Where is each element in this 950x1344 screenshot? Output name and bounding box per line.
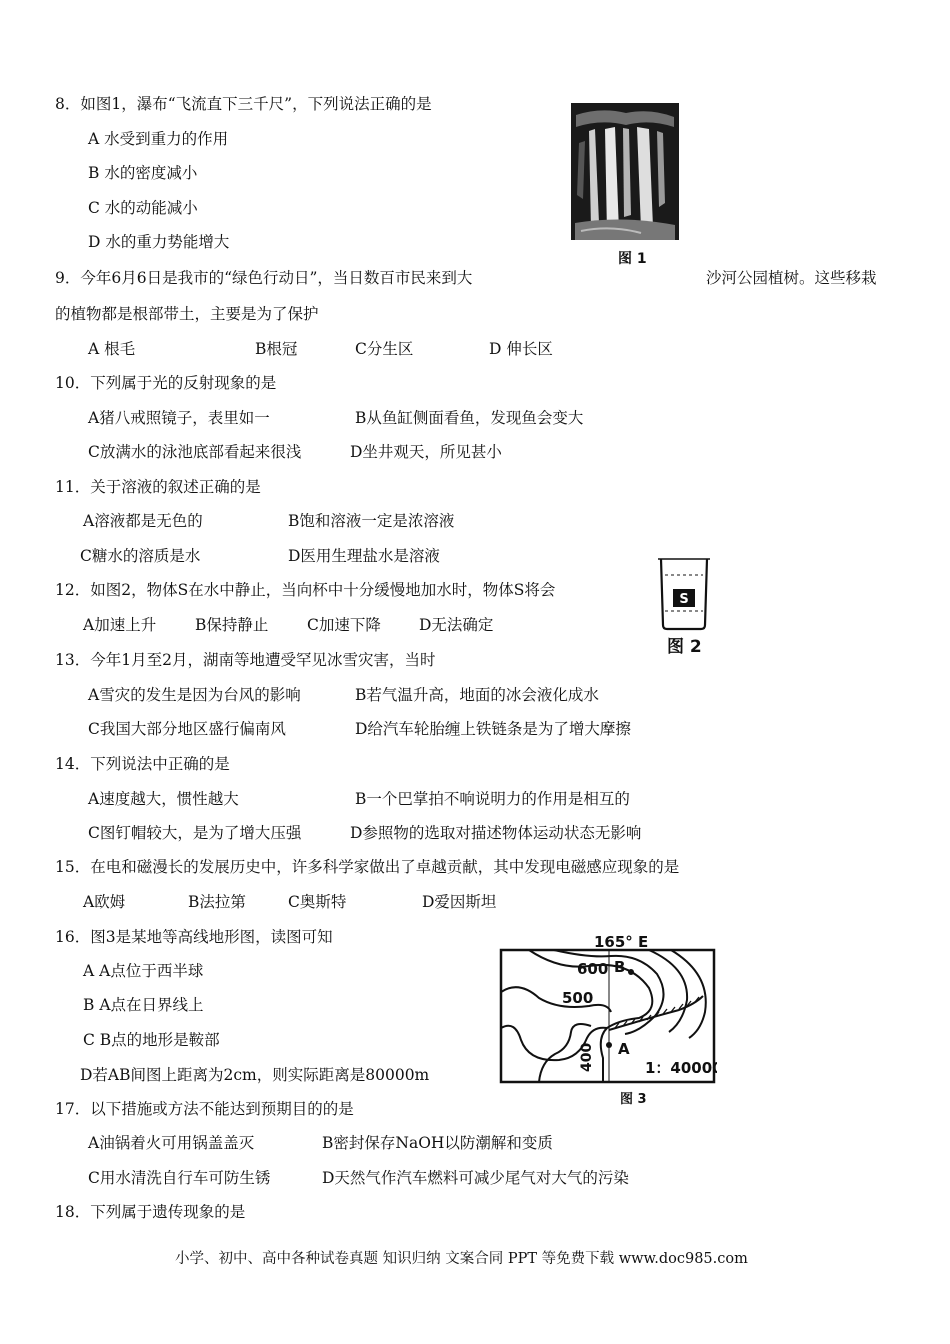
q12-option-a: A加速上升 [83, 616, 157, 634]
waterfall-image [571, 103, 679, 240]
q10-option-c: C放满水的泳池底部看起来很浅 [88, 443, 302, 461]
q10-option-b: B从鱼缸侧面看鱼，发现鱼会变大 [355, 409, 584, 427]
point-a-marker [606, 1042, 612, 1048]
q8-option-a: A 水受到重力的作用 [88, 130, 229, 148]
q9-stem-part1: 9．今年6月6日是我市的“绿色行动日”，当日数百市民来到大 [55, 269, 473, 287]
q13-stem: 13．今年1月至2月，湖南等地遭受罕见冰雪灾害，当时 [55, 651, 436, 669]
q9-stem-part3: 的植物都是根部带土，主要是为了保护 [55, 305, 319, 323]
q9-option-c: C分生区 [355, 340, 414, 358]
q8-stem: 8．如图1，瀑布“飞流直下三千尺”，下列说法正确的是 [55, 95, 432, 113]
q15-option-c: C奥斯特 [288, 893, 347, 911]
q12-option-b: B保持静止 [195, 616, 269, 634]
map-scale-label: 1：40000 [645, 1059, 717, 1077]
page-footer: 小学、初中、高中各种试卷真题 知识归纳 文案合同 PPT 等免费下载 www.doc985.com [175, 1251, 748, 1267]
q11-option-a: A溶液都是无色的 [83, 512, 203, 530]
q13-option-b: B若气温升高，地面的冰会液化成水 [355, 686, 599, 704]
q14-option-b: B一个巴掌拍不响说明力的作用是相互的 [355, 790, 630, 808]
q15-stem: 15．在电和磁漫长的发展历史中，许多科学家做出了卓越贡献，其中发现电磁感应现象的是 [55, 858, 680, 876]
point-a-label: A [618, 1040, 630, 1058]
contour-label-500: 500 [562, 989, 594, 1007]
q12-option-c: C加速下降 [307, 616, 381, 634]
longitude-label: 165° E [594, 933, 649, 951]
q11-stem: 11．关于溶液的叙述正确的是 [55, 478, 261, 496]
figure-1-caption: 图 1 [618, 251, 647, 267]
q8-option-d: D 水的重力势能增大 [88, 233, 230, 251]
q16-option-d: D若AB间图上距离为2cm，则实际距离是80000m [80, 1066, 430, 1084]
figure-2-caption: 图 2 [667, 637, 702, 657]
q18-stem: 18．下列属于遗传现象的是 [55, 1203, 246, 1221]
q16-option-b: B A点在日界线上 [83, 996, 204, 1014]
q17-option-c: C用水清洗自行车可防生锈 [88, 1169, 271, 1187]
q14-option-c: C图钉帽较大，是为了增大压强 [88, 824, 302, 842]
q13-option-c: C我国大部分地区盛行偏南风 [88, 720, 286, 738]
beaker-figure [655, 553, 713, 633]
q9-option-b: B根冠 [255, 340, 298, 358]
contour-map-figure [499, 930, 717, 1085]
q11-option-b: B饱和溶液一定是浓溶液 [288, 512, 455, 530]
q9-option-a: A 根毛 [88, 340, 136, 358]
q16-option-c: C B点的地形是鞍部 [83, 1031, 220, 1049]
q14-stem: 14．下列说法中正确的是 [55, 755, 230, 773]
q14-option-d: D参照物的选取对描述物体运动状态无影响 [350, 824, 642, 842]
q16-stem: 16．图3是某地等高线地形图，读图可知 [55, 928, 333, 946]
figure-3-caption: 图 3 [620, 1092, 647, 1107]
contour-label-600: 600 [577, 960, 609, 978]
q14-option-a: A速度越大，惯性越大 [88, 790, 239, 808]
q15-option-d: D爱因斯坦 [422, 893, 497, 911]
q13-option-d: D给汽车轮胎缠上铁链条是为了增大摩擦 [355, 720, 631, 738]
q10-option-d: D坐井观天，所见甚小 [350, 443, 502, 461]
q8-option-b: B 水的密度减小 [88, 164, 198, 182]
q17-option-d: D天然气作汽车燃料可减少尾气对大气的污染 [322, 1169, 629, 1187]
q12-stem: 12．如图2，物体S在水中静止，当向杯中十分缓慢地加水时，物体S将会 [55, 581, 556, 599]
q12-option-d: D无法确定 [419, 616, 494, 634]
q15-option-a: A欧姆 [83, 893, 126, 911]
q9-stem-part2: 沙河公园植树。这些移栽 [706, 269, 877, 287]
q17-stem: 17．以下措施或方法不能达到预期目的的是 [55, 1100, 354, 1118]
q17-option-b: B密封保存NaOH以防潮解和变质 [322, 1134, 553, 1152]
q11-option-c: C糖水的溶质是水 [80, 547, 201, 565]
q17-option-a: A油锅着火可用锅盖盖灭 [88, 1134, 255, 1152]
q10-option-a: A猪八戒照镜子，表里如一 [88, 409, 270, 427]
q10-stem: 10．下列属于光的反射现象的是 [55, 374, 277, 392]
point-b-label: B [614, 958, 626, 976]
object-s-label: S [679, 592, 689, 607]
q16-option-a: A A点位于西半球 [83, 962, 204, 980]
contour-label-400: 400 [579, 1042, 595, 1072]
q13-option-a: A雪灾的发生是因为台风的影响 [88, 686, 301, 704]
q9-option-d: D 伸长区 [489, 340, 553, 358]
q8-option-c: C 水的动能减小 [88, 199, 198, 217]
q15-option-b: B法拉第 [188, 893, 246, 911]
point-b-marker [628, 969, 634, 975]
q11-option-d: D医用生理盐水是溶液 [288, 547, 440, 565]
